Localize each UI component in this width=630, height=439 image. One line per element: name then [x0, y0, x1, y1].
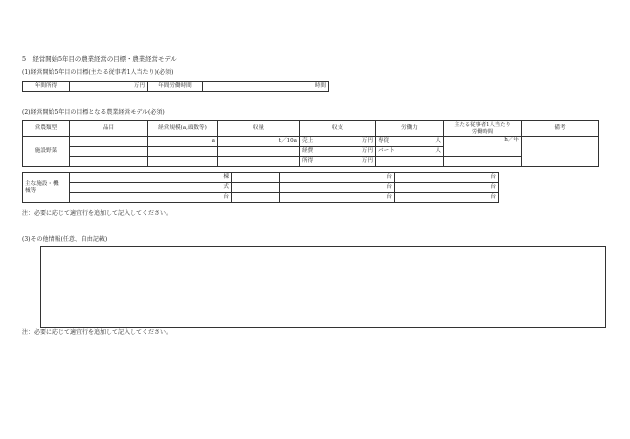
machine-field[interactable]: 台 [280, 173, 395, 183]
machinery-label-line1: 主な施設・機 [25, 180, 59, 187]
yield-field[interactable] [218, 147, 300, 157]
header-work-hours-line1: 主たる従事者1人当たり [454, 122, 511, 129]
income-label: 所得 [302, 157, 314, 164]
machinery-row [23, 183, 499, 193]
annual-hours-label: 年間労働時間 [148, 82, 203, 92]
parttime-unit: 人 [435, 147, 441, 154]
sales-unit: 万円 [361, 137, 373, 144]
machinery-row [23, 193, 499, 203]
machine-field[interactable]: 台 [280, 183, 395, 193]
yield-field[interactable] [218, 157, 300, 167]
fulltime-label: 専従 [378, 137, 390, 144]
section3-note: 注：必要に応じて適宜行を追加して記入してください。 [22, 329, 173, 336]
cost-field[interactable] [300, 147, 376, 157]
header-labor: 労働力 [376, 121, 444, 137]
free-text-box[interactable] [40, 246, 606, 328]
cost-label: 経費 [302, 147, 314, 154]
facility-field[interactable]: 台 [70, 193, 232, 203]
yield-field[interactable]: t／10a [218, 137, 300, 147]
header-balance: 収支 [300, 121, 376, 137]
header-yield: 収量 [218, 121, 300, 137]
section1-heading: (1)経営開始5年目の目標(主たる従事者1人当たり)(必須) [22, 69, 174, 76]
facility-field[interactable]: 棟 [70, 173, 232, 183]
parttime-field[interactable] [376, 147, 444, 157]
annual-income-field[interactable]: 万円 [70, 82, 148, 92]
section3-heading: (3)その他情報(任意、自由記載) [22, 236, 108, 243]
item-field[interactable] [70, 137, 148, 147]
machine-field[interactable]: 台 [395, 173, 499, 183]
header-row [23, 121, 599, 137]
scale-field[interactable] [148, 157, 218, 167]
header-scale: 経営規模(a,頭数等) [148, 121, 218, 137]
header-work-hours [444, 121, 522, 137]
labor-extra-field[interactable] [376, 157, 444, 167]
annual-target-row [23, 82, 329, 92]
header-remarks: 備考 [522, 121, 599, 137]
parttime-label: パート [378, 147, 395, 154]
sales-field[interactable] [300, 137, 376, 147]
work-hours-extra-field[interactable] [444, 157, 522, 167]
facility-spacer [232, 193, 280, 203]
category-cell: 施設野菜 [23, 137, 70, 167]
income-field[interactable] [300, 157, 376, 167]
fulltime-field[interactable] [376, 137, 444, 147]
machinery-label [23, 173, 70, 203]
facility-field[interactable]: 式 [70, 183, 232, 193]
annual-income-label: 年間所得 [23, 82, 70, 92]
machinery-label-line2: 械等 [25, 187, 37, 194]
section2-note: 注：必要に応じて適宜行を追加して記入してください。 [22, 210, 173, 217]
table-row [23, 137, 599, 147]
header-work-hours-line2: 労働時間 [471, 128, 494, 135]
annual-target-table [22, 81, 329, 92]
header-item: 品目 [70, 121, 148, 137]
machine-field[interactable]: 台 [395, 193, 499, 203]
cost-unit: 万円 [361, 147, 373, 154]
income-unit: 万円 [361, 157, 373, 164]
annual-hours-field[interactable]: 時間 [203, 82, 329, 92]
machine-field[interactable]: 台 [280, 193, 395, 203]
facility-spacer [232, 173, 280, 183]
work-hours-field[interactable]: h／年 [444, 137, 522, 157]
page-title: 5 経営開始5年目の農業経営の目標・農業経営モデル [22, 55, 177, 63]
machinery-table [22, 172, 499, 203]
facility-spacer [232, 183, 280, 193]
business-model-table [22, 120, 599, 167]
sales-label: 売上 [302, 137, 314, 144]
header-farming-type: 営農類型 [23, 121, 70, 137]
fulltime-unit: 人 [435, 137, 441, 144]
scale-field[interactable]: a [148, 137, 218, 147]
item-field[interactable] [70, 157, 148, 167]
machine-field[interactable]: 台 [395, 183, 499, 193]
table-row [23, 157, 599, 167]
item-field[interactable] [70, 147, 148, 157]
remarks-field[interactable] [522, 137, 599, 167]
section2-heading: (2)経営開始5年目の目標となる農業経営モデル(必須) [22, 109, 165, 116]
scale-field[interactable] [148, 147, 218, 157]
machinery-row [23, 173, 499, 183]
